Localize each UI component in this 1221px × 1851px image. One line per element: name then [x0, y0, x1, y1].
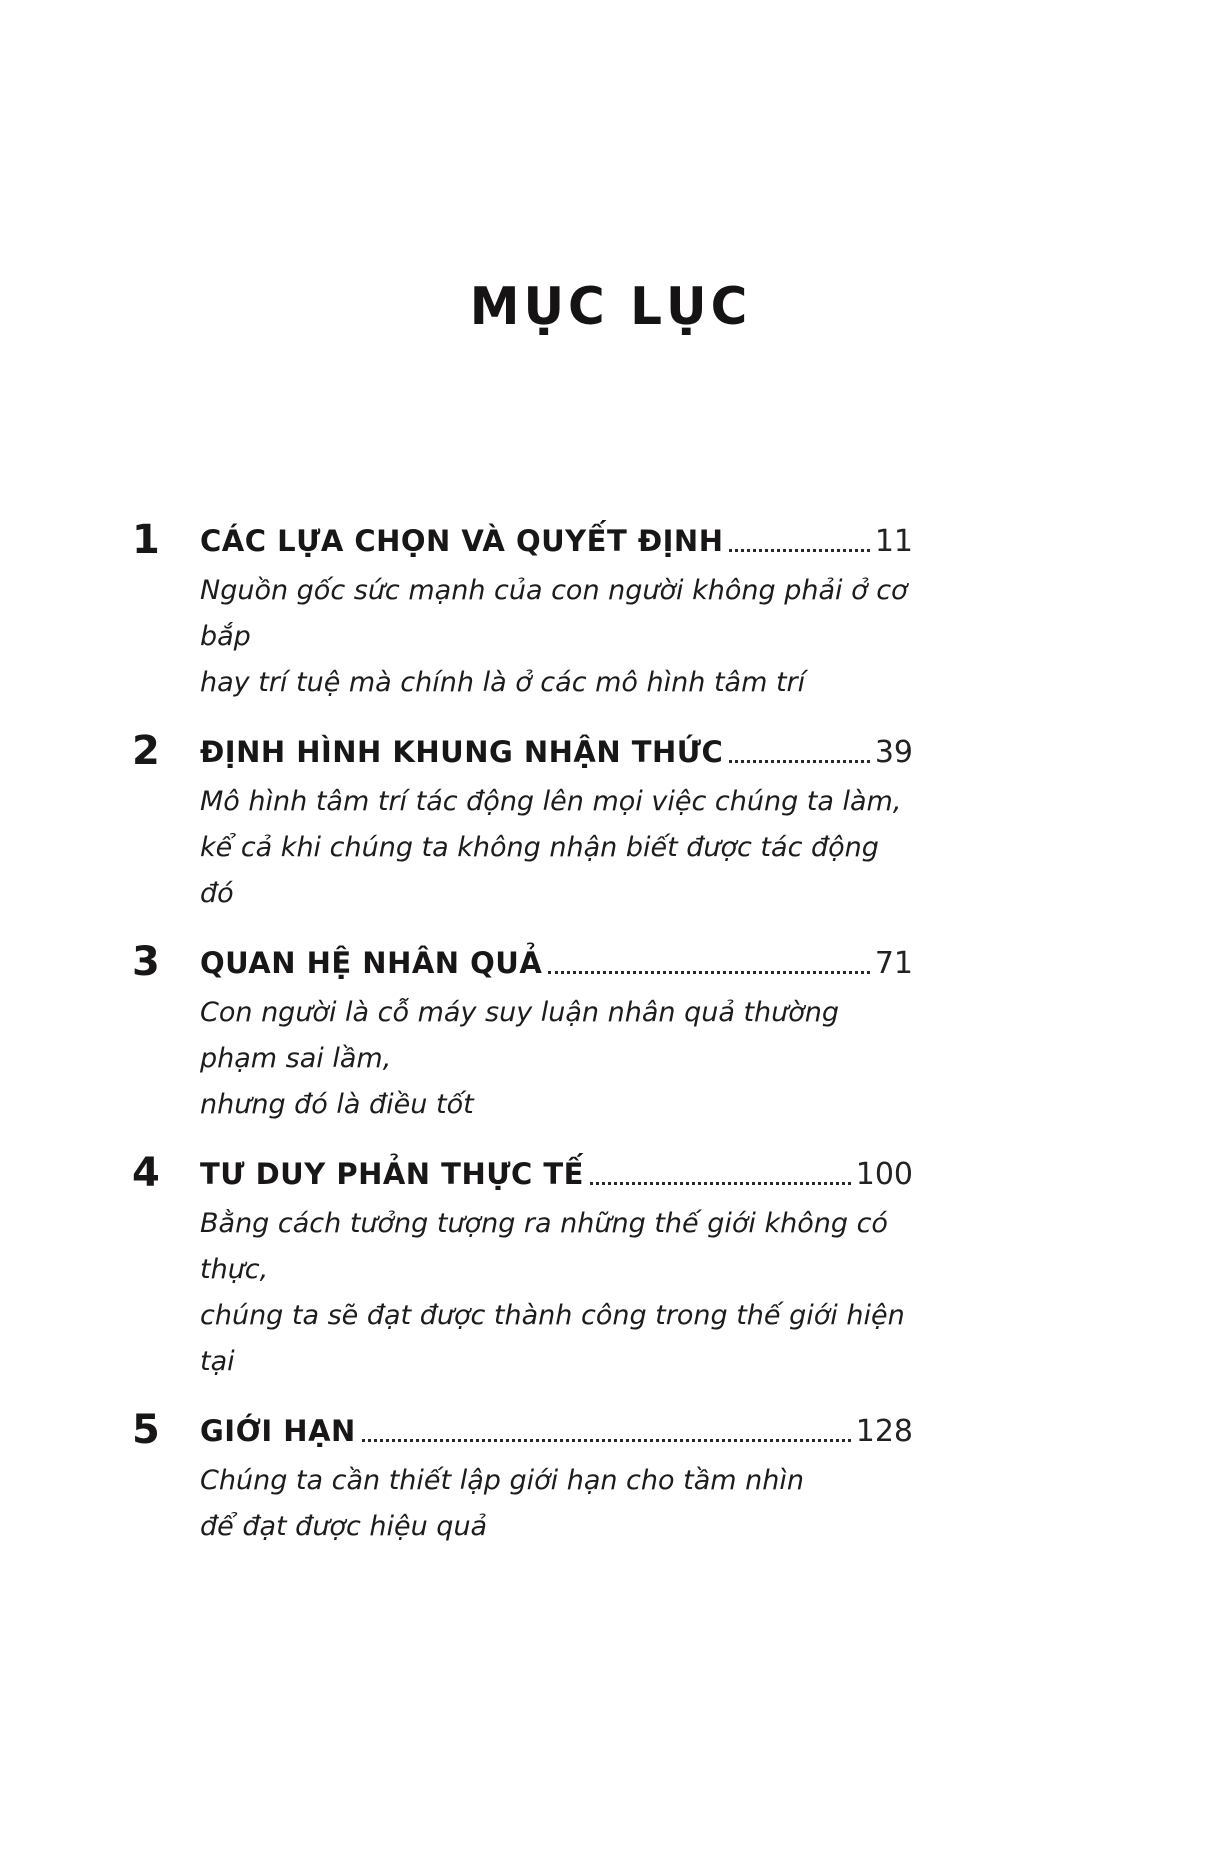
description-line-2: hay trí tuệ mà chính là ở các mô hình tâm trí: [200, 667, 806, 698]
chapter-page-number: 71: [874, 946, 913, 981]
description-line-2: để đạt được hiệu quả: [200, 1511, 488, 1542]
chapter-title: QUAN HỆ NHÂN QUẢ: [200, 946, 543, 980]
chapter-page-number: 11: [874, 524, 913, 559]
description-line-1: Bằng cách tưởng tượng ra những thế giới không có thực,: [200, 1208, 888, 1285]
dotted-leader: [590, 1182, 851, 1185]
toc-entry-heading: [132, 1151, 913, 1195]
chapter-heading-line: [200, 520, 913, 562]
chapter-heading-line: [200, 1410, 913, 1452]
chapter-description: [200, 990, 913, 1128]
toc-entry: [132, 1408, 913, 1550]
description-line-2: kể cả khi chúng ta không nhận biết được tác động đó: [200, 832, 879, 909]
chapter-description: [200, 1458, 913, 1550]
toc-entry: [132, 1151, 913, 1385]
chapter-description: [200, 1201, 913, 1385]
chapter-page-number: 128: [855, 1414, 913, 1449]
dotted-leader: [729, 549, 869, 552]
description-line-1: Chúng ta cần thiết lập giới hạn cho tầm nhìn: [200, 1465, 804, 1496]
description-line-1: Nguồn gốc sức mạnh của con người không phải ở cơ bắp: [200, 575, 908, 652]
toc-entry: [132, 729, 913, 917]
chapter-number: 2: [132, 728, 160, 774]
description-line-1: Mô hình tâm trí tác động lên mọi việc chúng ta làm,: [200, 786, 902, 817]
chapter-heading-line: [200, 942, 913, 984]
chapter-page-number: 100: [855, 1157, 913, 1192]
dotted-leader: [362, 1439, 851, 1442]
toc-entry-heading: [132, 729, 913, 773]
chapter-heading-line: [200, 1153, 913, 1195]
toc-entry-heading: [132, 940, 913, 984]
toc-entry: [132, 940, 913, 1128]
toc-entry-heading: [132, 518, 913, 562]
chapter-title: ĐỊNH HÌNH KHUNG NHẬN THỨC: [200, 735, 724, 769]
chapter-number: 3: [132, 939, 160, 985]
chapter-number: 5: [132, 1407, 160, 1453]
dotted-leader: [548, 971, 870, 974]
chapter-description: [200, 779, 913, 917]
chapter-title: CÁC LỰA CHỌN VÀ QUYẾT ĐỊNH: [200, 524, 724, 558]
toc-entries: [132, 518, 913, 1550]
description-line-1: Con người là cỗ máy suy luận nhân quả thường phạm sai lầm,: [200, 997, 840, 1074]
chapter-title: GIỚI HẠN: [200, 1414, 356, 1448]
chapter-heading-line: [200, 731, 913, 773]
toc-entry: [132, 518, 913, 706]
page-title: MỤC LỤC: [469, 276, 752, 337]
chapter-description: [200, 568, 913, 706]
dotted-leader: [729, 760, 870, 763]
chapter-number: 4: [132, 1150, 160, 1196]
description-line-2: nhưng đó là điều tốt: [200, 1089, 474, 1120]
chapter-page-number: 39: [874, 735, 913, 770]
chapter-title: TƯ DUY PHẢN THỰC TẾ: [200, 1157, 584, 1191]
toc-entry-heading: [132, 1408, 913, 1452]
description-line-2: chúng ta sẽ đạt được thành công trong thế giới hiện tại: [200, 1300, 905, 1377]
chapter-number: 1: [132, 517, 160, 563]
